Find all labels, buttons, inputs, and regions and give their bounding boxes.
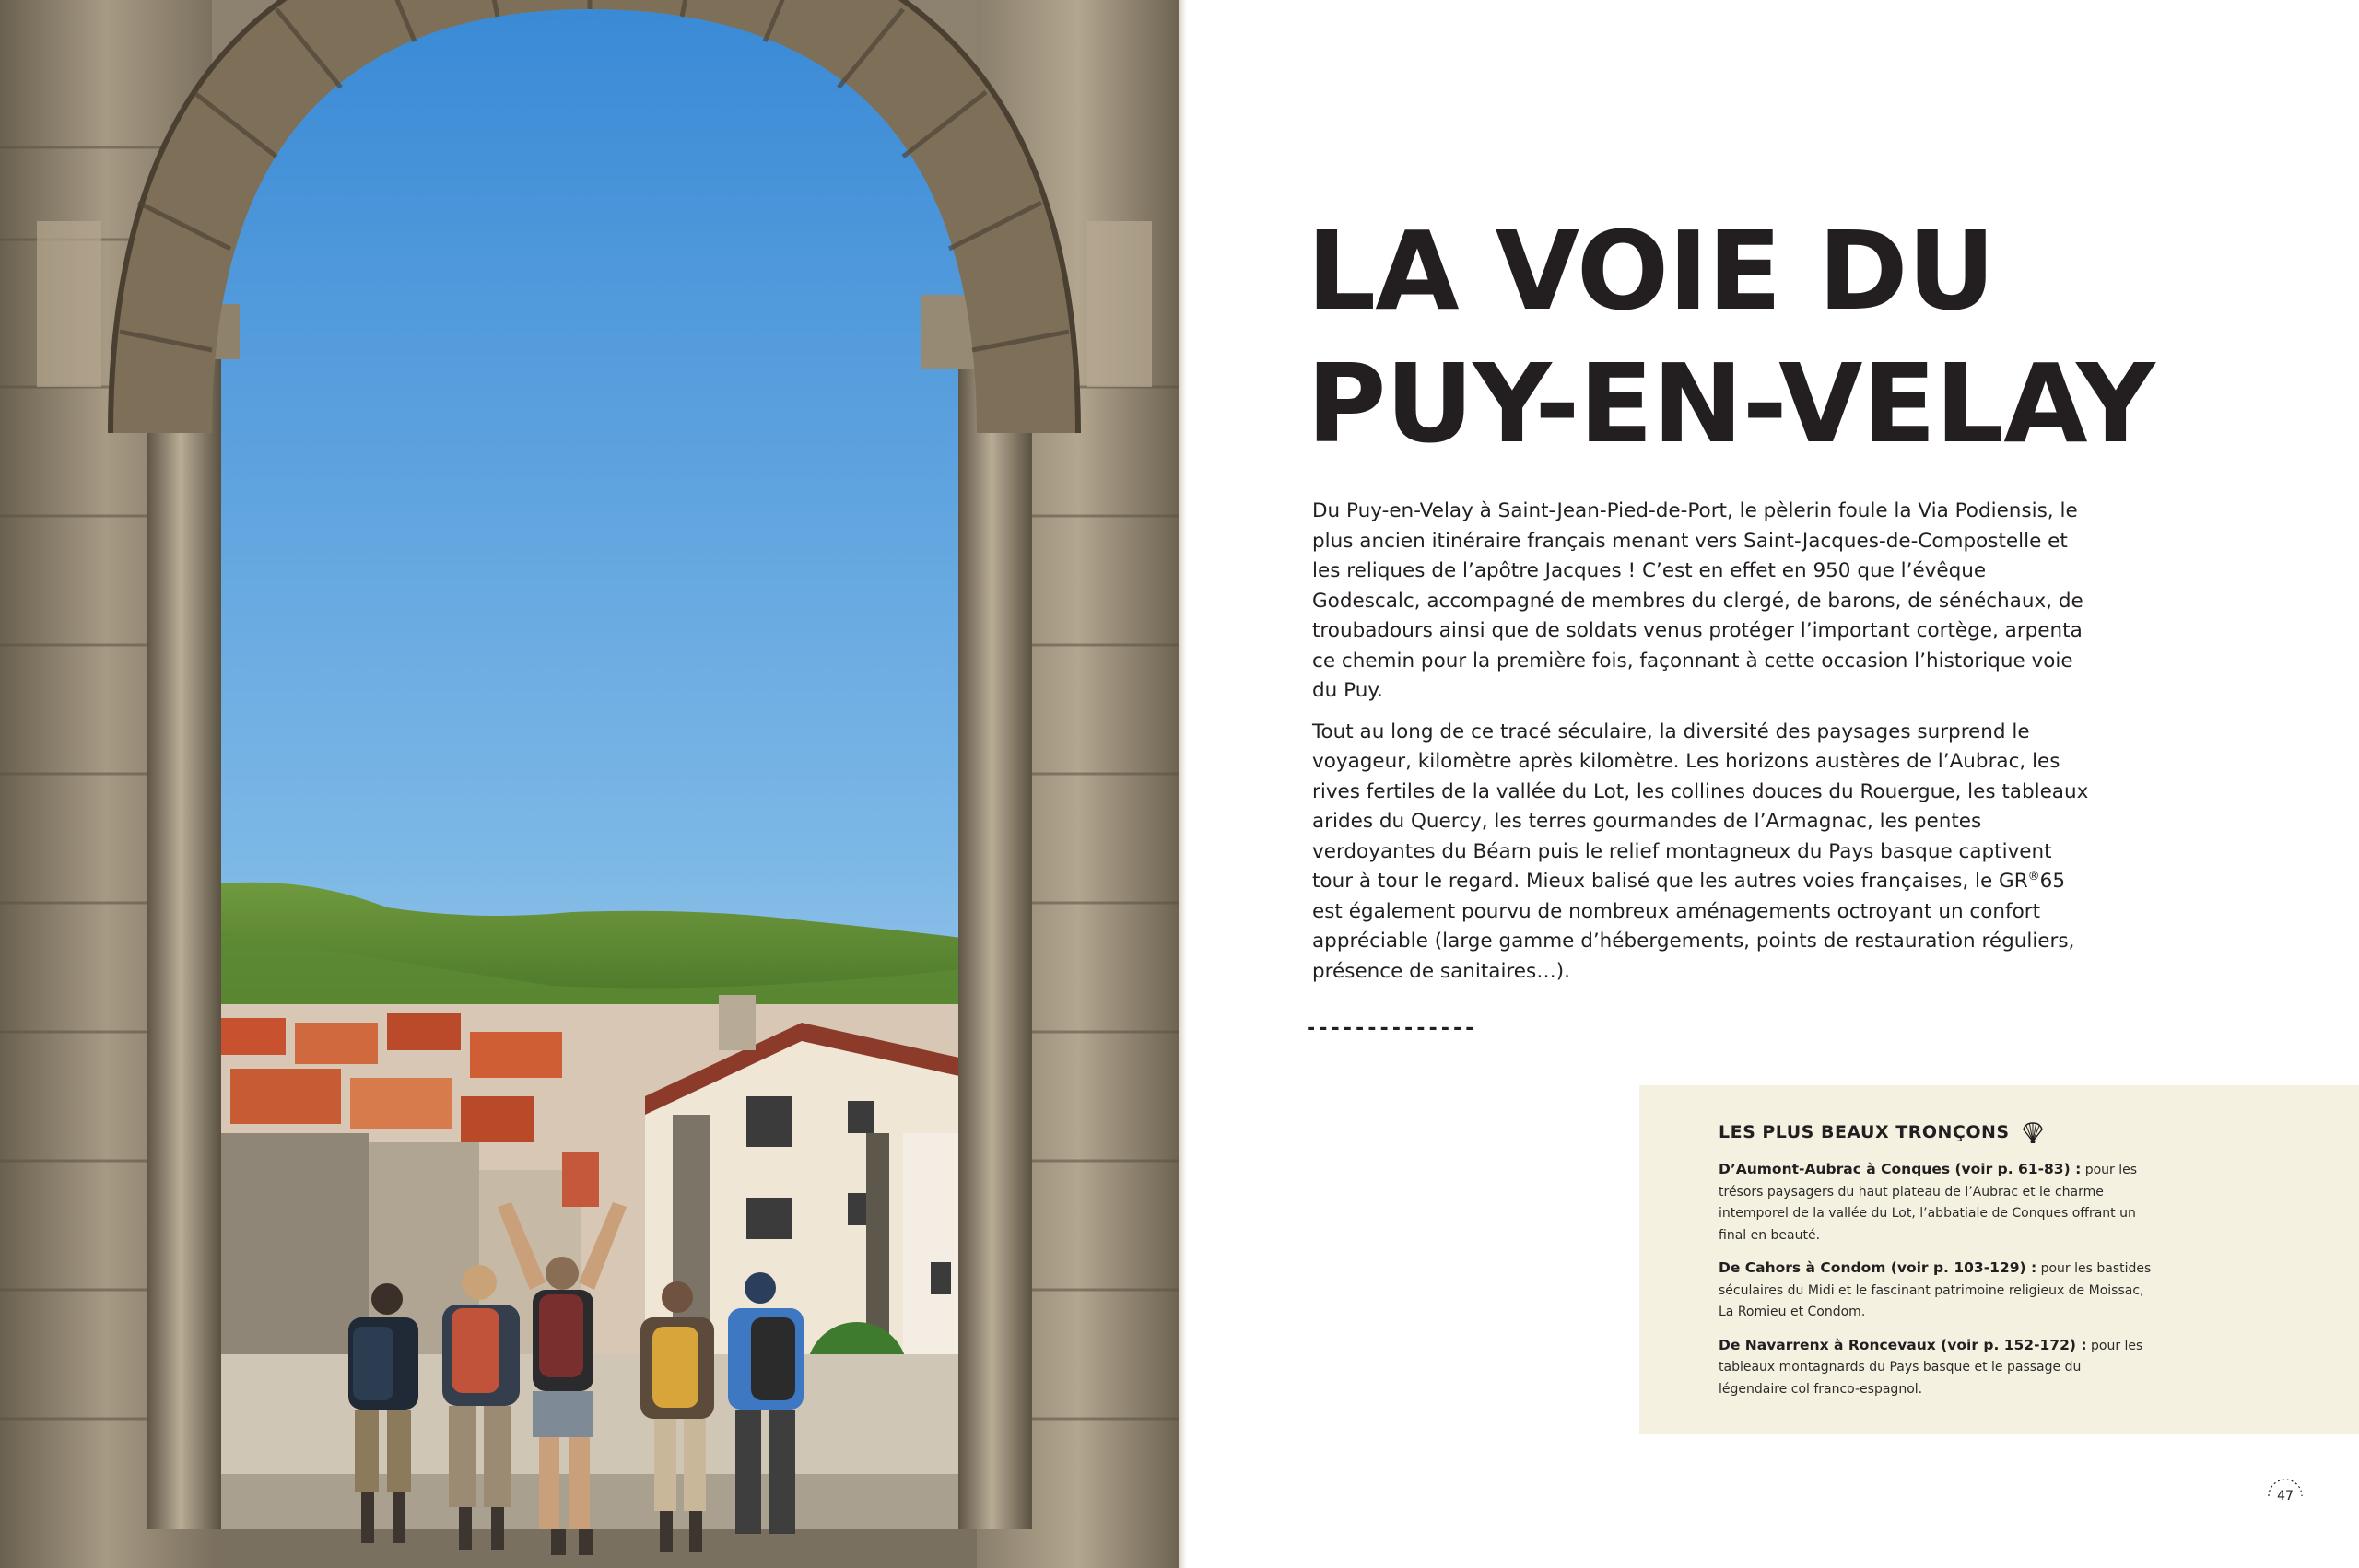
highlight-text: pour les tableaux montagnards du Pays basque et le passage du légendaire col franco-espagnol.: [1719, 1338, 2143, 1397]
highlight-text: pour les bastides séculaires du Midi et le fascinant patrimoine religieux de Moissac, La Romieu et Condom.: [1719, 1261, 2152, 1319]
paragraph-1: Du Puy-en-Velay à Saint-Jean-Pied-de-Port, le pèlerin foule la Via Podiensis, le plus ancien itinéraire français menant vers Saint-Jacques-de-Compostelle et les reliques de l’apôtre Jacques ! C’est en effet en 950 que l’évêque Godescalc, accompagné de membres du clergé, de barons, de sénéchaux, de troubadours ainsi que de soldats venus protéger l’important cortège, arpenta ce chemin pour la première fois, façonnant à cette occasion l’historique voie du Puy.: [1312, 499, 2083, 702]
highlight-heading: De Cahors à Condom (voir p. 103-129) :: [1719, 1259, 2037, 1276]
highlights-title: [1719, 1120, 2045, 1144]
title-line-2: PUY-EN-VELAY: [1307, 340, 2154, 467]
page-number-text: 47: [2277, 1489, 2294, 1504]
highlight-heading: D’Aumont-Aubrac à Conques (voir p. 61-83) :: [1719, 1161, 2082, 1177]
highlights-list: [1719, 1159, 2152, 1411]
paragraph-2-part-1: Tout au long de ce tracé séculaire, la diversité des paysages surprend le voyageur, kilomètre après kilomètre. Les horizons austères de l’Aubrac, les rives fertiles de la vallée du Lot, les collines douces du Rouergue, les tableaux arides du Quercy, les terres gourmandes de l’Armagnac, les pentes verdoyantes du Béarn puis le relief montagneux du Pays basque captivent tour à tour le regard. Mieux balisé que les autres voies françaises, le GR: [1312, 720, 2089, 893]
highlights-title-text: LES PLUS BEAUX TRONÇONS: [1719, 1122, 2010, 1142]
title-line-1: LA VOIE DU: [1307, 207, 1995, 334]
registered-mark: ®: [2027, 869, 2040, 883]
body-text: [1312, 497, 2095, 998]
page-gutter: [1180, 0, 1187, 1568]
scallop-shell-icon: [2021, 1120, 2045, 1144]
highlights-box: [1639, 1085, 2359, 1434]
page-title: [1307, 205, 2154, 470]
highlight-item: [1719, 1258, 2152, 1324]
highlight-item: [1719, 1335, 2152, 1401]
highlight-text: pour les trésors paysagers du haut plateau de l’Aubrac et le charme intemporel de la vallée du Lot, l’abbatiale de Conques offrant un final en beauté.: [1719, 1163, 2138, 1243]
highlight-item: [1719, 1159, 2152, 1246]
page-number: [2263, 1478, 2307, 1515]
highlight-heading: De Navarrenx à Roncevaux (voir p. 152-172) :: [1719, 1336, 2087, 1353]
paragraph-2-part-2: 65 est également pourvu de nombreux aménagements octroyant un confort appréciable (large gamme d’hébergements, points de restauration réguliers, présence de sanitaires…).: [1312, 870, 2075, 983]
dashed-separator: --------------: [1305, 1017, 1476, 1040]
paragraph-2: [1312, 718, 2095, 988]
